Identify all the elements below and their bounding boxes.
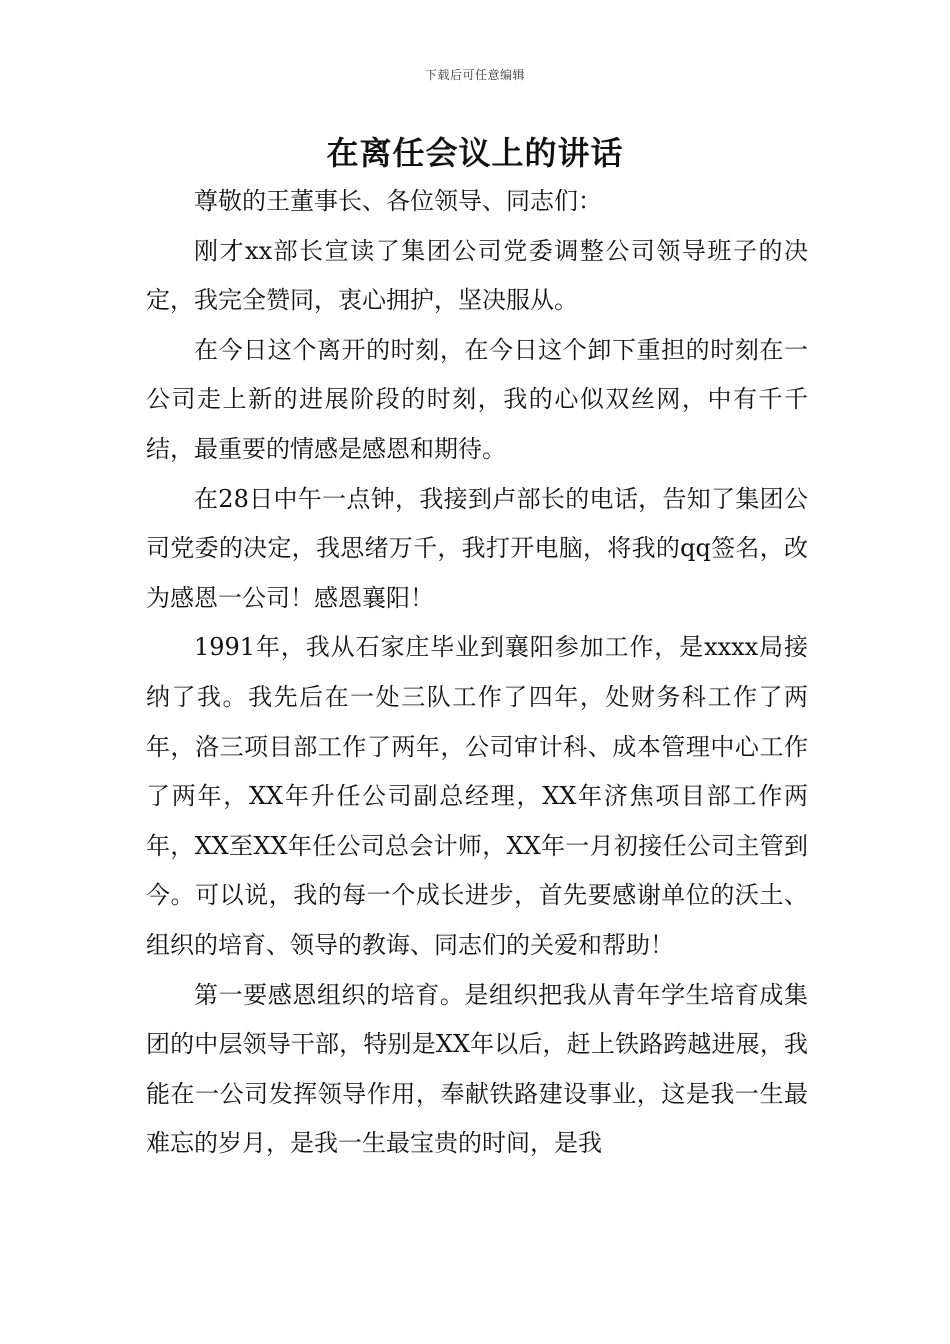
- paragraph: 在28日中午一点钟，我接到卢部长的电话，告知了集团公司党委的决定，我思绪万千，我打开电脑，将我的qq签名，改为感恩一公司！感恩襄阳！: [146, 484, 808, 612]
- header-note: 下载后可任意编辑: [424, 68, 525, 82]
- paragraph: 在今日这个离开的时刻，在今日这个卸下重担的时刻在一公司走上新的进展阶段的时刻，我的心似双丝网，中有千千结，最重要的情感是感恩和期待。: [146, 335, 808, 463]
- paragraph: 1991年，我从石家庄毕业到襄阳参加工作，是xxxx局接纳了我。我先后在一处三队工作了四年，处财务科工作了两年，洛三项目部工作了两年，公司审计科、成本管理中心工作了两年，XX年升任公司副总经理，XX年济焦项目部工作两年，XX至XX年任公司总会计师，XX年一月初接任公司主管到今。可以说，我的每一个成长进步，首先要感谢单位的沃土、组织的培育、领导的教诲、同志们的关爱和帮助！: [146, 633, 808, 959]
- paragraph: 刚才xx部长宣读了集团公司党委调整公司领导班子的决定，我完全赞同，衷心拥护，坚决服从。: [146, 236, 808, 315]
- document-title: 在离任会议上的讲话: [326, 134, 624, 172]
- paragraph: 第一要感恩组织的培育。是组织把我从青年学生培育成集团的中层领导干部，特别是XX年以后，赶上铁路跨越进展，我能在一公司发挥领导作用，奉献铁路建设事业，这是我一生最难忘的岁月，是我一生最宝贵的时间，是我: [146, 980, 808, 1158]
- paragraph-salutation: 尊敬的王董事长、各位领导、同志们：: [194, 187, 602, 215]
- document-body: [146, 177, 808, 1169]
